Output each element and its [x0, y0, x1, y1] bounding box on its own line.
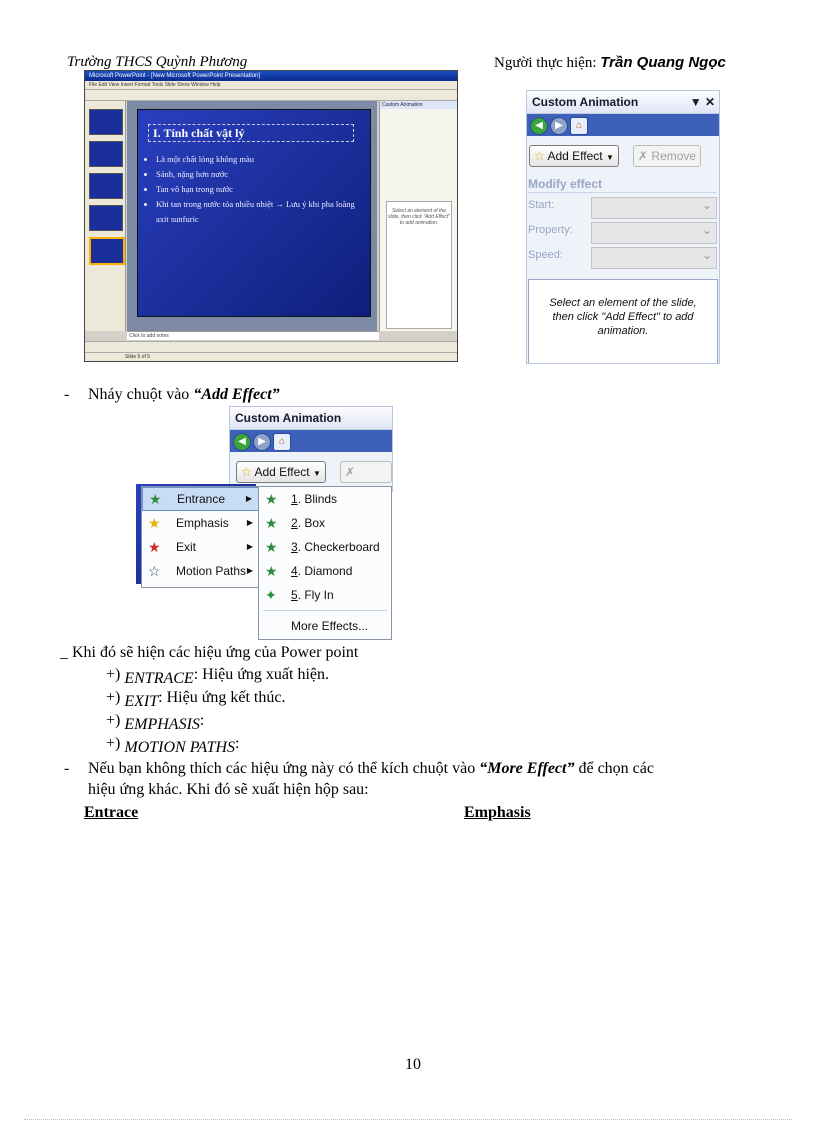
- effect-fly-in[interactable]: [259, 583, 391, 607]
- item-desc: :: [199, 712, 205, 729]
- divider: [528, 192, 716, 193]
- menu-item-label: Entrance: [177, 492, 226, 506]
- school-name: Trường THCS Quỳnh Phương: [67, 54, 248, 70]
- menu-item-exit[interactable]: [142, 535, 259, 559]
- back-icon[interactable]: ◀: [530, 117, 548, 135]
- ppt-slide-bullet: • Sánh, nặng hơn nước: [156, 167, 356, 182]
- step1-quote: “Add Effect”: [193, 386, 280, 403]
- ppt-slide-stage: [127, 101, 377, 331]
- menu-item-label: Motion Paths: [176, 564, 247, 578]
- item-desc: : Hiệu ứng xuất hiện.: [193, 666, 330, 683]
- ppt-status-bar: Slide 5 of 5: [85, 352, 458, 362]
- effect-box[interactable]: [259, 511, 391, 535]
- effect-number: 2: [291, 516, 298, 530]
- ppt-slide-bullet: • Tan vô hạn trong nước: [156, 182, 356, 197]
- submenu-arrow-icon: ▶: [246, 566, 253, 575]
- submenu-arrow-icon: ▶: [245, 494, 252, 503]
- ppt-window-title: Microsoft PowerPoint - [New Microsoft PowerPoint Presentation]: [85, 71, 457, 81]
- more-effects-item[interactable]: [259, 614, 391, 638]
- back-icon[interactable]: ◀: [233, 433, 251, 451]
- add-effect-button-small[interactable]: [236, 461, 326, 483]
- remove-icon: ✗: [638, 149, 649, 163]
- animation-list-hint: Select an element of the slide, then click "Add Effect" to add animation.: [549, 297, 697, 337]
- effect-star-icon: ★: [265, 491, 278, 507]
- add-effect-label: Add Effect: [547, 149, 603, 163]
- ppt-drawing-toolbar: [85, 341, 457, 352]
- dropdown-arrow-icon[interactable]: ▼: [689, 95, 702, 109]
- add-effect-button[interactable]: [529, 145, 619, 167]
- ppt-thumb-selected: [89, 237, 125, 265]
- ppt-thumb: [89, 173, 123, 199]
- item-prefix: +): [106, 689, 121, 706]
- item-prefix: +): [106, 712, 121, 729]
- item-prefix: +): [106, 666, 121, 683]
- effect-checkerboard[interactable]: [259, 535, 391, 559]
- remove-label: Remove: [651, 149, 697, 163]
- custom-animation-pane: [526, 90, 720, 364]
- effect-star-icon: ★: [265, 539, 278, 555]
- home-icon[interactable]: ⌂: [570, 117, 588, 135]
- add-effect-star-icon: ☆: [534, 149, 545, 163]
- effect-diamond[interactable]: [259, 559, 391, 583]
- item-term: EMPHASIS: [124, 716, 200, 733]
- ppt-menu-bar: File Edit View Insert Format Tools Slide Show Window Help: [85, 81, 457, 90]
- effect-number: 4: [291, 564, 298, 578]
- ppt-slide: [137, 109, 371, 317]
- motion-paths-star-icon: ☆: [148, 563, 161, 579]
- speed-select[interactable]: [591, 247, 717, 269]
- home-icon[interactable]: ⌂: [273, 433, 291, 451]
- item-term: EXIT: [124, 693, 159, 710]
- powerpoint-screenshot: [84, 70, 458, 362]
- effect-blinds[interactable]: [259, 487, 391, 511]
- pane-nav-bar-small: [230, 430, 392, 452]
- submenu-arrow-icon: ▶: [246, 542, 253, 551]
- ppt-thumb: [89, 141, 123, 167]
- forward-icon[interactable]: ▶: [253, 433, 271, 451]
- remove-icon: ✗: [345, 465, 356, 479]
- ppt-toolbar: [85, 90, 457, 101]
- add-effect-label: Add Effect: [254, 465, 310, 479]
- step2-quote: “More Effect”: [479, 760, 575, 777]
- bullet-dash: -: [64, 386, 70, 403]
- custom-animation-title-text: Custom Animation: [532, 95, 639, 109]
- custom-animation-pane-small: [229, 406, 393, 492]
- effect-number: 3: [291, 540, 298, 554]
- menu-item-entrance[interactable]: [142, 487, 259, 511]
- step2-line2: hiệu ứng khác. Khi đó sẽ xuất hiện hộp sau:: [88, 781, 369, 798]
- entrance-star-icon: ★: [149, 491, 162, 507]
- ppt-slide-bullet: • Khi tan trong nước tỏa nhiều nhiệt → Lưu ý khi pha loãng axit sunfuric: [156, 197, 356, 227]
- item-prefix: +): [106, 735, 121, 752]
- ppt-notes: Click to add notes: [127, 331, 379, 340]
- more-effects-label: More Effects...: [291, 619, 369, 633]
- effect-type-entrace: [106, 666, 330, 687]
- page-bottom-border: [24, 1119, 792, 1120]
- effect-type-exit: [106, 689, 286, 710]
- effect-number: 1: [291, 492, 298, 506]
- item-desc: :: [235, 735, 240, 752]
- step2-text-b: để chọn các: [578, 760, 654, 777]
- start-select[interactable]: [591, 197, 717, 219]
- menu-item-emphasis[interactable]: [142, 511, 259, 535]
- label-entrace: Entrace: [84, 804, 139, 821]
- entrance-submenu: [258, 486, 392, 640]
- item-term: ENTRACE: [124, 670, 194, 687]
- add-effect-star-icon: ☆: [241, 465, 252, 479]
- label-emphasis: Emphasis: [464, 804, 531, 821]
- menu-item-motion-paths[interactable]: [142, 559, 259, 583]
- effect-label: . Checkerboard: [297, 540, 380, 554]
- forward-icon[interactable]: ▶: [550, 117, 568, 135]
- ppt-task-pane-title: Custom Animation: [380, 101, 458, 109]
- fly-in-star-icon: ✦: [265, 587, 277, 603]
- start-label: Start:: [528, 199, 555, 211]
- effect-label: . Fly In: [297, 588, 334, 602]
- ppt-task-pane: [379, 101, 458, 331]
- ppt-slide-thumbnails: [85, 101, 126, 331]
- custom-animation-title: [527, 91, 719, 114]
- chevron-down-icon: ▼: [605, 153, 614, 162]
- speed-label: Speed:: [528, 249, 563, 261]
- menu-item-label: Emphasis: [176, 516, 229, 530]
- custom-animation-small-title: Custom Animation: [230, 407, 392, 430]
- ppt-thumb: [89, 205, 123, 231]
- chevron-down-icon: ▼: [312, 469, 321, 478]
- effect-label: . Box: [297, 516, 326, 530]
- emphasis-star-icon: ★: [148, 515, 161, 531]
- effect-star-icon: ★: [265, 515, 278, 531]
- exit-star-icon: ★: [148, 539, 161, 555]
- menu-item-label: Exit: [176, 540, 197, 554]
- effect-number: 5: [291, 588, 298, 602]
- intro-line: _ Khi đó sẽ hiện các hiệu ứng của Power point: [60, 644, 359, 661]
- effect-star-icon: ★: [265, 563, 278, 579]
- property-label: Property:: [528, 224, 573, 236]
- bullet-dash: -: [64, 760, 70, 777]
- pane-controls: [690, 91, 715, 113]
- animation-list[interactable]: [528, 279, 718, 364]
- add-effect-menu: [141, 486, 260, 588]
- effect-label: . Blinds: [297, 492, 338, 506]
- step2-text-a: Nếu bạn không thích các hiệu ứng này có thể kích chuột vào: [88, 760, 476, 777]
- effect-type-motion-paths: [106, 735, 240, 756]
- ppt-task-pane-hint: Select an element of the slide, then click "Add Effect" to add animation.: [386, 201, 452, 329]
- effect-label: . Diamond: [297, 564, 353, 578]
- step1-line: [64, 386, 280, 404]
- ppt-thumb: [89, 109, 123, 135]
- item-term: MOTION PATHS: [124, 739, 236, 756]
- author-name: Trần Quang Ngọc: [600, 54, 726, 71]
- step2-line: [64, 760, 654, 778]
- remove-button-small[interactable]: [340, 461, 392, 483]
- author-line: [494, 54, 726, 72]
- item-desc: : Hiệu ứng kết thúc.: [158, 689, 286, 706]
- ppt-slide-bullet: • Là một chất lỏng không màu: [156, 152, 356, 167]
- property-select[interactable]: [591, 222, 717, 244]
- page-number: 10: [405, 1056, 421, 1073]
- author-label: Người thực hiện:: [494, 55, 597, 71]
- remove-button[interactable]: [633, 145, 701, 167]
- submenu-arrow-icon: ▶: [246, 518, 253, 527]
- ppt-slide-title: I. Tính chất vật lý: [148, 124, 354, 142]
- pane-nav-bar: [527, 114, 719, 136]
- close-icon[interactable]: ✕: [704, 95, 715, 109]
- modify-effect-heading: Modify effect: [528, 177, 603, 191]
- ppt-slide-bullets: [142, 152, 356, 227]
- effect-type-emphasis: [106, 712, 205, 733]
- step1-text: Nháy chuột vào: [88, 386, 190, 403]
- menu-separator: [263, 610, 387, 611]
